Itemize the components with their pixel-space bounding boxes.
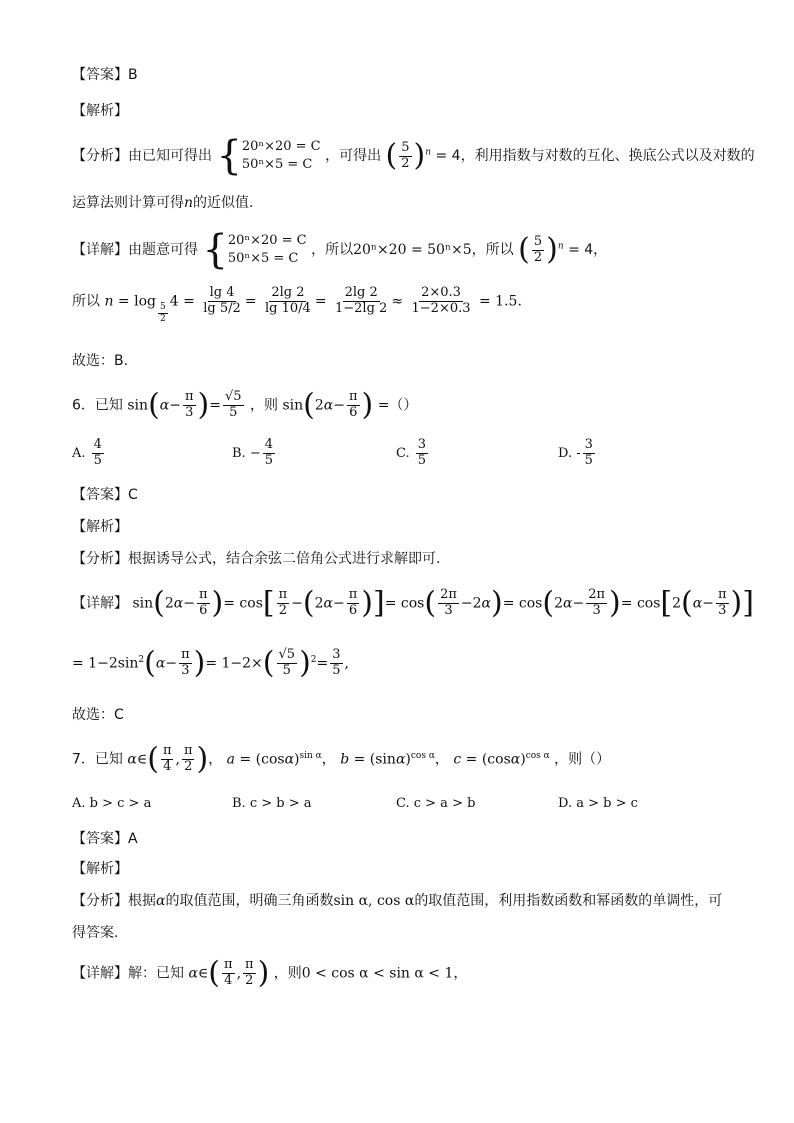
inequality: 0 < cos α < sin α < 1 <box>301 965 454 982</box>
detail-text: ，所以 <box>471 242 514 258</box>
brace-symbol: { <box>202 227 228 273</box>
option-b[interactable]: B. c > b > a <box>232 796 312 811</box>
brace-symbol: { <box>216 133 242 179</box>
question-7: 7．已知 α∈( $\frac{\pi}{4}$ , $\frac{\pi}{2}$ )， $a = (\cos\alpha)^{sin \alpha}$， $b = (\sin\alpha)^{cos \alpha}$， $c = (\cos\alpha)^{cos \alpha}$ ，则（） <box>72 741 611 777</box>
system-eq-1: 20ⁿ×20 = C <box>241 138 321 154</box>
analysis-6 <box>72 548 440 568</box>
option-a[interactable]: A. $\frac{4}{5}$ <box>72 437 102 468</box>
analysis-header-7: 【解析】 <box>72 861 128 877</box>
fraction-5-2: $\frac{5}{2}$ <box>401 139 410 171</box>
analysis-tag: 【分析】 <box>72 551 128 567</box>
equation-system <box>242 138 321 174</box>
detail-text: ，则 <box>273 965 302 982</box>
paren-open: ( <box>518 232 530 267</box>
answer-7 <box>72 828 138 848</box>
analysis-7-line2: 得答案. <box>72 925 119 941</box>
paren-close: ) <box>546 232 558 267</box>
analysis-text-3: = 4，利用指数与对数的互化、换底公式以及对数的 <box>435 148 755 164</box>
option-label: A. <box>72 445 86 461</box>
question-text: 6．已知 <box>72 397 123 414</box>
fraction-5-2: $\frac{5}{2}$ <box>533 233 543 265</box>
detail-text: 解：已知 <box>128 965 184 982</box>
analysis-text: 由已知可得出 <box>128 148 212 164</box>
detail-text: = 4， <box>568 242 608 258</box>
analysis-text-2: ，可得出 <box>325 148 382 164</box>
detail-tag: 【详解】 <box>72 595 128 612</box>
paren-open: ( <box>385 138 398 173</box>
system-eq-2: 50ⁿ×5 = C <box>241 157 313 172</box>
analysis-text: 的取值范围，利用指数函数和幂函数的单调性，可 <box>414 893 723 909</box>
option-d[interactable]: D. a > b > c <box>558 796 638 811</box>
analysis-tag: 【分析】 <box>72 893 128 909</box>
detail-5-line2: 所以 n = log $\frac{5}{2}$ 4 = $\frac{\lg 4}{\lg 5/2}$ = $\frac{2\lg 2}{\lg 10/4}$ = $\frac{2\lg 2}{1-2\lg 2}$ ≈ $\frac{2\times 0.3}{1-2\times 0.3}$ = 1.5. <box>72 285 522 324</box>
option-label: C. <box>396 445 410 461</box>
detail-text: 由题意可得 <box>128 242 198 258</box>
question-text: ，则（） <box>554 751 611 768</box>
detail-6-line2: = $1-2\sin^2(\alpha-$ $\frac{\pi}{3}$ )= 1−2×( $\frac{√5}{5}$ )$^2$= $\frac{3}{5}$ , <box>72 645 349 681</box>
option-c[interactable]: C. c > a > b <box>396 796 476 811</box>
analysis-text: 根据 <box>128 893 156 909</box>
equation: 20ⁿ×20 = 50ⁿ×5 <box>353 242 472 258</box>
analysis-7: 【分析】根据α的取值范围，明确三角函数sin α, cos α的取值范围，利用指数函数和幂函数的单调性，可 <box>72 893 723 909</box>
analysis-header-6: 【解析】 <box>72 519 128 535</box>
answer-label: 【答案】 <box>72 487 128 503</box>
answer-value: B <box>128 67 138 83</box>
option-a[interactable]: A. b > c > a <box>72 796 152 811</box>
question-6: 6．已知 sin(α− $\frac{\pi}{3}$ )= $\frac{√5}{5}$ ，则 sin(2α− $\frac{\pi}{6}$ ) =（） <box>72 387 418 423</box>
detail-7: 【详解】解：已知 α∈( $\frac{\pi}{4}$ , $\frac{\pi}{2}$ ) ，则0 < cos α < sin α < 1， <box>72 955 468 991</box>
detail-5: 【详解】由题意可得 { 20ⁿ×20 = C 50ⁿ×5 = C ，所以20ⁿ×20 = 50ⁿ×5，所以 ( $\frac{5}{2}$ )$^n$ = 4， <box>72 227 608 273</box>
answer-value: C <box>128 487 138 503</box>
analysis-text: 的取值范围，明确三角函数 <box>165 893 334 909</box>
analysis-5: 【分析】由已知可得出 { 20ⁿ×20 = C 50ⁿ×5 = C ，可得出 ( $\frac{5}{2}$ )$^n$ = 4，利用指数与对数的互化、换底公式以及对数的 <box>72 133 755 179</box>
result: = 1.5 <box>478 293 518 310</box>
answer-value: A <box>128 831 138 847</box>
option-label: D. <box>558 445 573 461</box>
paren-close: ) <box>413 138 426 173</box>
answer-label: 【答案】 <box>72 67 128 83</box>
question-text: =（） <box>377 397 418 414</box>
analysis-text: 的近似值. <box>193 195 254 211</box>
answer-label: 【答案】 <box>72 831 128 847</box>
analysis-tag: 【分析】 <box>72 148 128 164</box>
option-d[interactable]: D. - $\frac{3}{5}$ <box>558 437 593 468</box>
option-label: B. <box>232 445 246 461</box>
detail-tag: 【详解】 <box>72 242 128 258</box>
option-b[interactable]: B. − $\frac{4}{5}$ <box>232 437 273 468</box>
analysis-5-line2 <box>72 192 253 212</box>
system-eq-1: 20ⁿ×20 = C <box>227 232 307 248</box>
analysis-text: 根据诱导公式，结合余弦二倍角公式进行求解即可. <box>128 551 441 567</box>
choose-5: 故选：B. <box>72 353 129 369</box>
detail-6: 【详解】 sin(2α− $\frac{\pi}{6}$ )= cos[ $\frac{\pi}{2}$ −(2α− $\frac{\pi}{6}$ )]= cos( $\frac{2\pi}{3}$ −2α)= cos(2α− $\frac{2\pi}{3}$ )= cos[2(α− $\frac{\pi}{3}$ )] <box>72 585 754 621</box>
detail-text: 所以 <box>72 293 100 310</box>
option-c[interactable]: C. $\frac{3}{5}$ <box>396 437 427 468</box>
system-eq-2: 50ⁿ×5 = C <box>227 251 299 266</box>
question-text: 7．已知 <box>72 751 123 768</box>
choose-6: 故选：C <box>72 707 124 723</box>
answer-5 <box>72 64 138 84</box>
analysis-text: 运算法则计算可得 <box>72 195 184 211</box>
detail-tag: 【详解】 <box>72 965 128 982</box>
detail-text: ，所以 <box>311 242 354 258</box>
equation-system <box>228 232 307 268</box>
trig-functions: sin α, cos α <box>333 893 415 909</box>
analysis-header-5: 【解析】 <box>72 103 128 119</box>
detail-text: ， <box>453 965 468 982</box>
variable-n: n <box>184 195 194 211</box>
answer-6 <box>72 484 138 504</box>
question-text: ，则 <box>250 397 278 414</box>
